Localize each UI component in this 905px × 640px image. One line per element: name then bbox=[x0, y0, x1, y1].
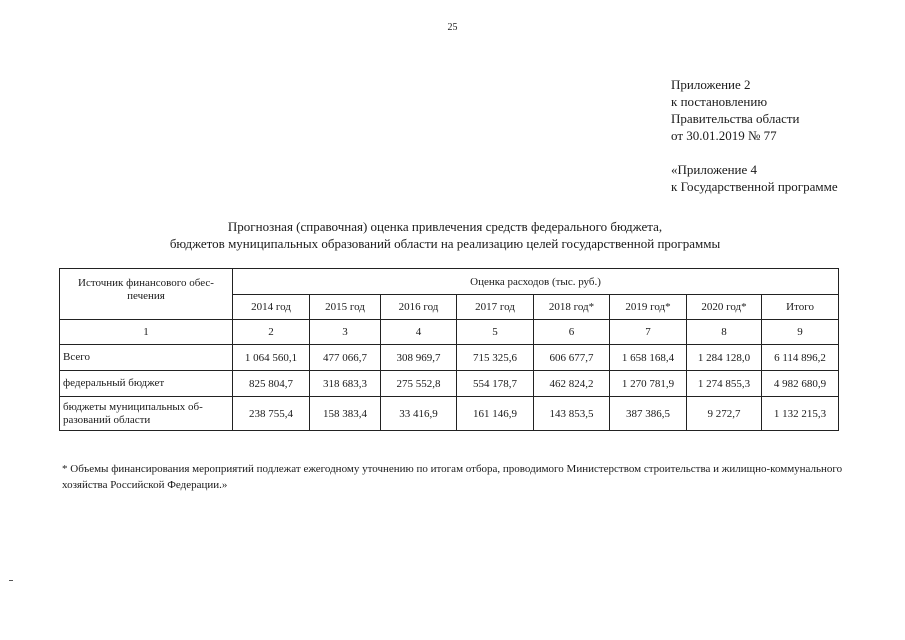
appendix-line: «Приложение 4 bbox=[671, 162, 758, 177]
title-line: Прогнозная (справочная) оценка привлечения средств федерального бюджета, bbox=[227, 219, 663, 234]
table-cell: 554 178,7 bbox=[457, 371, 534, 397]
table-cell: 275 552,8 bbox=[381, 371, 457, 397]
year-header: 2019 год* bbox=[610, 295, 687, 320]
table-cell: 825 804,7 bbox=[233, 371, 310, 397]
column-number: 8 bbox=[687, 320, 762, 345]
page-number: 25 bbox=[447, 22, 458, 33]
year-header: 2015 год bbox=[310, 295, 381, 320]
table-cell: 143 853,5 bbox=[534, 397, 610, 431]
table-cell: 318 683,3 bbox=[310, 371, 381, 397]
column-number: 5 bbox=[457, 320, 534, 345]
table-cell: 161 146,9 bbox=[457, 397, 534, 431]
year-header: 2020 год* bbox=[687, 295, 762, 320]
document-title bbox=[40, 218, 850, 252]
column-number: 9 bbox=[762, 320, 839, 345]
table-cell: 715 325,6 bbox=[457, 345, 534, 371]
year-header: 2016 год bbox=[381, 295, 457, 320]
column-number: 1 bbox=[60, 320, 233, 345]
appendix-line: к Государственной программе bbox=[671, 179, 838, 194]
table-cell: 1 274 855,3 bbox=[687, 371, 762, 397]
table-cell: 6 114 896,2 bbox=[762, 345, 839, 371]
appendix-line: к постановлению bbox=[671, 94, 768, 109]
expenses-header: Оценка расходов (тыс. руб.) bbox=[233, 269, 839, 295]
table-cell: 477 066,7 bbox=[310, 345, 381, 371]
table-cell: 387 386,5 bbox=[610, 397, 687, 431]
appendix-block bbox=[671, 76, 838, 195]
table-cell: 4 982 680,9 bbox=[762, 371, 839, 397]
table-cell: 308 969,7 bbox=[381, 345, 457, 371]
table-cell: 462 824,2 bbox=[534, 371, 610, 397]
table-cell: 1 132 215,3 bbox=[762, 397, 839, 431]
table-cell: 1 270 781,9 bbox=[610, 371, 687, 397]
table-cell: 1 284 128,0 bbox=[687, 345, 762, 371]
table-row-federal bbox=[60, 371, 839, 397]
table-cell: 238 755,4 bbox=[233, 397, 310, 431]
appendix-line: Правительства области bbox=[671, 111, 800, 126]
column-number: 3 bbox=[310, 320, 381, 345]
margin-mark bbox=[9, 580, 13, 581]
footnote: * Объемы финансирования мероприятий подлежат ежегодному уточнению по итогам отбора, проводимого Министерством строительства и жилищно-коммунального хозяйства Российской Федерации.» bbox=[62, 463, 843, 491]
column-numbers-row bbox=[60, 320, 839, 345]
row-label: федеральный бюджет bbox=[60, 371, 233, 397]
column-number: 6 bbox=[534, 320, 610, 345]
year-header: 2018 год* bbox=[534, 295, 610, 320]
row-label: Всего bbox=[60, 345, 233, 371]
table-cell: 1 064 560,1 bbox=[233, 345, 310, 371]
header-row bbox=[60, 269, 839, 295]
table-cell: 158 383,4 bbox=[310, 397, 381, 431]
year-header: 2014 год bbox=[233, 295, 310, 320]
table-row-total bbox=[60, 345, 839, 371]
table-cell: 1 658 168,4 bbox=[610, 345, 687, 371]
row-label: бюджеты муниципальных об-разований области bbox=[60, 397, 233, 431]
appendix-line: от 30.01.2019 № 77 bbox=[671, 128, 777, 143]
source-header: Источник финансового обес-печения bbox=[60, 269, 233, 320]
appendix-spacer bbox=[671, 144, 838, 161]
table-cell: 606 677,7 bbox=[534, 345, 610, 371]
table-cell: 33 416,9 bbox=[381, 397, 457, 431]
column-number: 2 bbox=[233, 320, 310, 345]
table-row-municipal bbox=[60, 397, 839, 431]
year-header: 2017 год bbox=[457, 295, 534, 320]
column-number: 4 bbox=[381, 320, 457, 345]
total-header: Итого bbox=[762, 295, 839, 320]
financing-table bbox=[59, 268, 839, 431]
table-cell: 9 272,7 bbox=[687, 397, 762, 431]
appendix-line: Приложение 2 bbox=[671, 77, 751, 92]
title-line: бюджетов муниципальных образований области на реализацию целей государственной программы bbox=[169, 236, 721, 251]
column-number: 7 bbox=[610, 320, 687, 345]
